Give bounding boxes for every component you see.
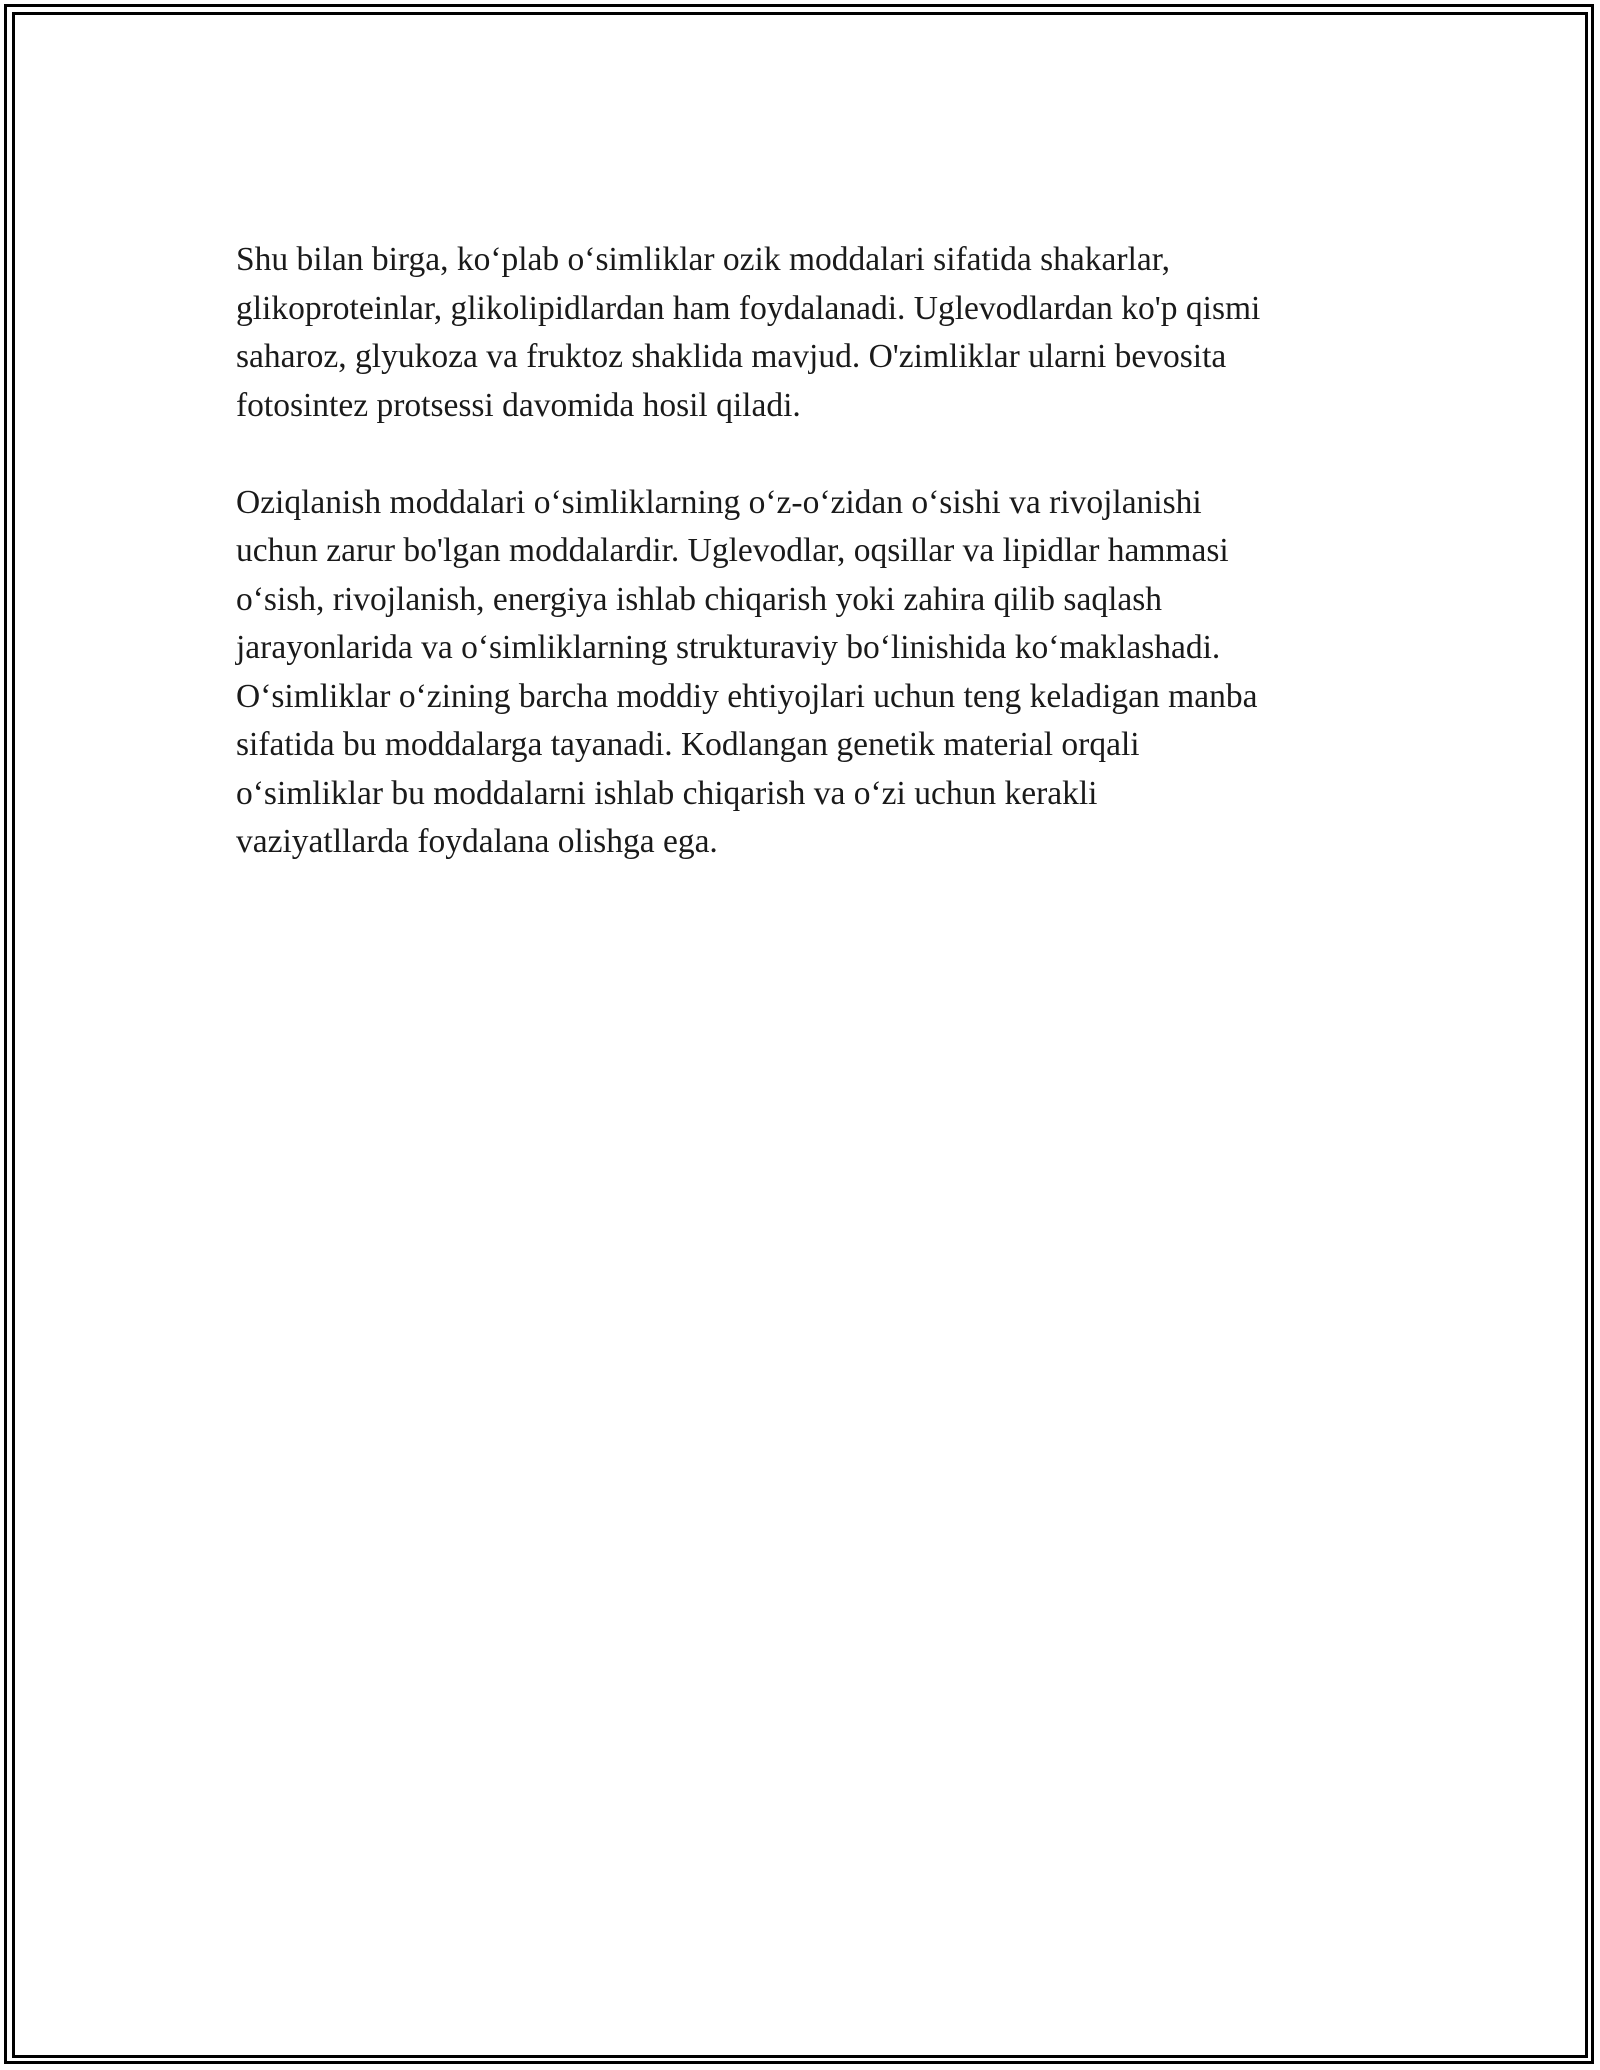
- text-line: uchun zarur bo'lgan moddalardir. Uglevodlar, oqsillar va lipidlar hammasi: [236, 532, 1229, 569]
- document-body: [236, 236, 1396, 915]
- text-line: glikoproteinlar, glikolipidlardan ham foydalanadi. Uglevodlardan ko'p qismi: [236, 289, 1261, 327]
- paragraph-2: [236, 479, 1396, 867]
- text-line: o‘simliklar bu moddalarni ishlab chiqarish va o‘zi uchun kerakli: [236, 774, 1098, 812]
- text-line: o‘sish, rivojlanish, energiya ishlab chiqarish yoki zahira qilib saqlash: [236, 580, 1163, 618]
- text-line: Oziqlanish moddalari o‘simliklarning o‘z-o‘zidan o‘sishi va rivojlanishi: [236, 483, 1202, 521]
- text-line: sifatida bu moddalarga tayanadi. Kodlangan genetik material orqali: [236, 726, 1140, 763]
- text-line: O‘simliklar o‘zining barcha moddiy ehtiyojlari uchun teng keladigan manba: [236, 677, 1258, 715]
- text-line: fotosintez protsessi davomida hosil qiladi.: [236, 386, 801, 424]
- paragraph-1: [236, 236, 1396, 430]
- text-line: vaziyatllarda foydalana olishga ega.: [236, 823, 718, 860]
- text-line: Shu bilan birga, ko‘plab o‘simliklar ozik moddalari sifatida shakarlar,: [236, 241, 1170, 278]
- text-line: jarayonlarida va o‘simliklarning strukturaviy bo‘linishida ko‘maklashadi.: [236, 629, 1221, 666]
- text-line: saharoz, glyukoza va fruktoz shaklida mavjud. O'zimliklar ularni bevosita: [236, 338, 1227, 375]
